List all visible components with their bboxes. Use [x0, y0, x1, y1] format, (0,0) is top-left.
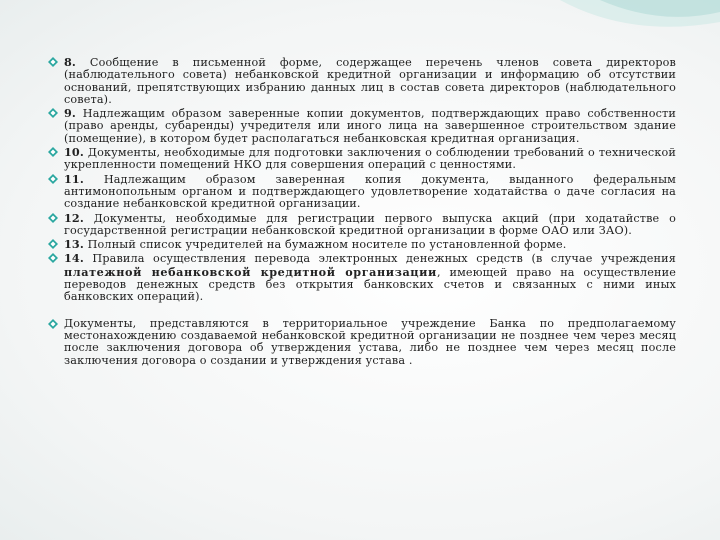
note-text: Документы, представляются в территориальное учреждение Банка по предполагаемому местонахождению создаваемой небанковской кредитной организации не позднее чем через месяц после заключения договора об утверждения устава, либо не позднее чем через месяц после заключения договора о создании и утверждения устава .	[64, 316, 676, 367]
item-text: Сообщение в письменной форме, содержащее перечень членов совета директоров (наблюдательного совета) небанковской кредитной организации и информацию об отсутствии оснований, препятствующих избранию данных лиц в состав совета директоров (наблюдательного совета).	[64, 56, 676, 106]
list-item	[44, 252, 676, 303]
list-item	[44, 173, 676, 211]
teal-diamond-bullet-icon	[48, 213, 58, 223]
teal-diamond-bullet-icon	[48, 57, 58, 67]
list-item	[44, 212, 676, 238]
item-text: Надлежащим образом заверенные копии документов, подтверждающих право собственности (право аренды, субаренды) учредителя или иного лица на завершенное строительством здание (помещение), в котором будет располагаться небанковская кредитная организация.	[64, 107, 676, 145]
item-text: Документы, необходимые для подготовки заключения о соблюдении требований о технической укрепленности помещений НКО для совершения операций с ценностями.	[64, 146, 676, 172]
item-text-after: , имеющей право на осуществление переводов денежных средств без открытия банковских счетов и связанных с ними иных банковских операций).	[64, 265, 676, 304]
item-number: 13.	[64, 237, 84, 252]
requirements-list	[44, 56, 676, 367]
list-item	[44, 146, 676, 172]
item-text-before: Правила осуществления перевода электронных денежных средств (в случае учреждения	[92, 252, 676, 266]
item-number: 10.	[64, 145, 84, 160]
list-item	[44, 238, 676, 251]
teal-diamond-bullet-icon	[48, 174, 58, 184]
teal-diamond-bullet-icon	[48, 239, 58, 249]
item-number: 14.	[64, 251, 84, 266]
teal-diamond-bullet-icon	[48, 147, 58, 157]
item-number: 9.	[64, 106, 76, 121]
item-text-emphasis: платежной небанковской кредитной организации	[64, 264, 437, 279]
note-item	[44, 318, 676, 367]
document-body	[44, 56, 676, 368]
teal-diamond-bullet-icon	[48, 253, 58, 263]
decorative-corner-shape	[540, 0, 720, 40]
item-text: Надлежащим образом заверенная копия документа, выданного федеральным антимонопольным органом и подтверждающего удовлетворение ходатайства о даче согласия на создание небанковской кредитной организации.	[64, 172, 676, 211]
item-number: 11.	[64, 171, 84, 186]
item-number: 8.	[64, 55, 76, 69]
list-item	[44, 107, 676, 145]
list-item	[44, 56, 676, 106]
teal-diamond-bullet-icon	[48, 108, 58, 118]
item-text: Документы, необходимые для регистрации первого выпуска акций (при ходатайстве о государственной регистрации небанковской кредитной организации в форме ОАО или ЗАО).	[64, 211, 676, 237]
item-number: 12.	[64, 210, 84, 225]
teal-diamond-bullet-icon	[48, 319, 58, 329]
item-text: Полный список учредителей на бумажном носителе по установленной форме.	[87, 238, 567, 252]
